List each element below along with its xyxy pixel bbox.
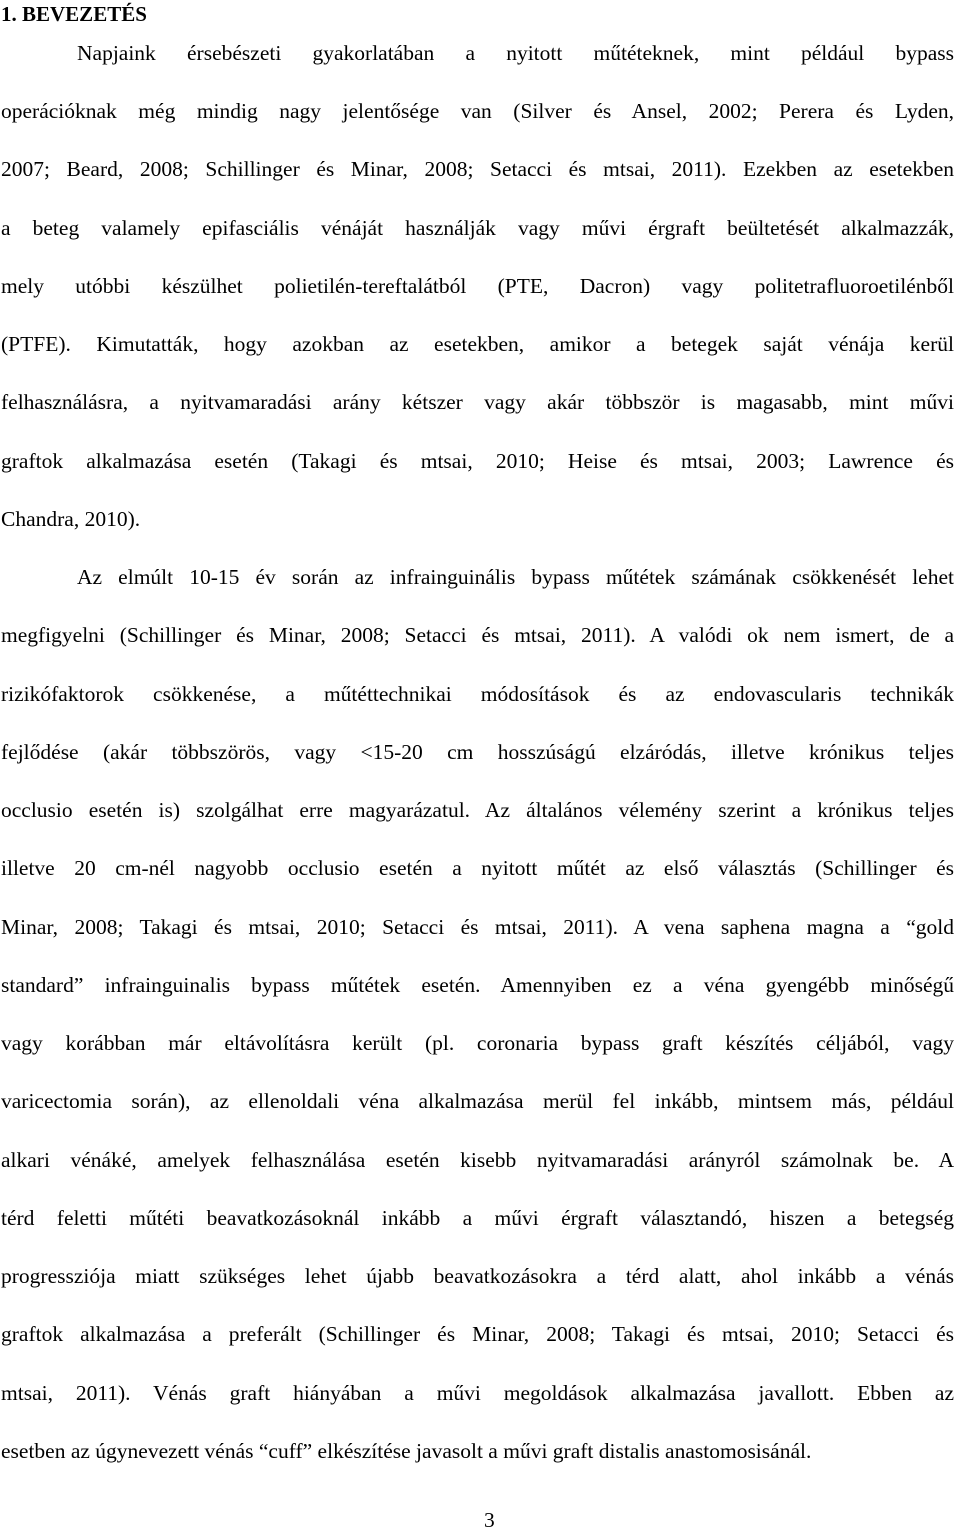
text-line: felhasználásra, a nyitvamaradási arány kétszer vagy akár többször is magasabb, mint művi	[1, 390, 954, 414]
text-line: standard” infrainguinalis bypass műtétek esetén. Amennyiben ez a véna gyengébb minőségű	[1, 973, 954, 997]
text-line: progressziója miatt szükséges lehet újabb beavatkozásokra a térd alatt, ahol inkább a vénás	[1, 1264, 954, 1288]
section-heading	[1, 2, 147, 26]
text-line: a beteg valamely epifasciális vénáját használják vagy művi érgraft beültetését alkalmazzák,	[1, 216, 954, 240]
text-line: vagy korábban már eltávolításra került (pl. coronaria bypass graft készítés céljából, vagy	[1, 1031, 954, 1055]
section-number: 1.	[1, 2, 22, 26]
text-line: occlusio esetén is) szolgálhat erre magyarázatul. Az általános vélemény szerint a krónikus teljes	[1, 798, 954, 822]
section-title: BEVEZETÉS	[22, 2, 147, 26]
text-line: operációknak még mindig nagy jelentősége van (Silver és Ansel, 2002; Perera és Lyden,	[1, 99, 954, 123]
text-line: Chandra, 2010).	[1, 507, 141, 531]
text-line: varicectomia során), az ellenoldali véna alkalmazása merül fel inkább, mintsem más, például	[1, 1089, 954, 1113]
text-line: Minar, 2008; Takagi és mtsai, 2010; Setacci és mtsai, 2011). A vena saphena magna a “gold	[1, 915, 954, 939]
text-line: megfigyelni (Schillinger és Minar, 2008; Setacci és mtsai, 2011). A valódi ok nem ismert, de a	[1, 623, 954, 647]
text-line: illetve 20 cm-nél nagyobb occlusio esetén a nyitott műtét az első választás (Schillinger és	[1, 856, 954, 880]
text-line: Az elmúlt 10-15 év során az infrainguinális bypass műtétek számának csökkenését lehet	[77, 565, 954, 589]
text-line: mtsai, 2011). Vénás graft hiányában a művi megoldások alkalmazása javallott. Ebben az	[1, 1381, 954, 1405]
text-line: alkari vénáké, amelyek felhasználása esetén kisebb nyitvamaradási arányról számolnak be. A	[1, 1148, 954, 1172]
text-line: mely utóbbi készülhet polietilén-tereftalátból (PTE, Dacron) vagy politetrafluoroetilénből	[1, 274, 954, 298]
text-line: térd feletti műtéti beavatkozásoknál inkább a művi érgraft választandó, hiszen a betegség	[1, 1206, 954, 1230]
text-line: graftok alkalmazása a preferált (Schillinger és Minar, 2008; Takagi és mtsai, 2010; Setacci és	[1, 1322, 954, 1346]
text-line: (PTFE). Kimutatták, hogy azokban az esetekben, amikor a betegek saját vénája kerül	[1, 332, 954, 356]
text-line: Napjaink érsebészeti gyakorlatában a nyitott műtéteknek, mint például bypass	[77, 41, 954, 65]
text-line: graftok alkalmazása esetén (Takagi és mtsai, 2010; Heise és mtsai, 2003; Lawrence és	[1, 449, 954, 473]
text-line: fejlődése (akár többszörös, vagy <15-20 cm hosszúságú elzáródás, illetve krónikus teljes	[1, 740, 954, 764]
page-number: 3	[484, 1508, 495, 1532]
text-line: rizikófaktorok csökkenése, a műtéttechnikai módosítások és az endovascularis technikák	[1, 682, 954, 706]
text-line: 2007; Beard, 2008; Schillinger és Minar, 2008; Setacci és mtsai, 2011). Ezekben az esetekben	[1, 157, 954, 181]
text-line: esetben az úgynevezett vénás “cuff” elkészítése javasolt a művi graft distalis anastomosisánál.	[1, 1439, 812, 1463]
